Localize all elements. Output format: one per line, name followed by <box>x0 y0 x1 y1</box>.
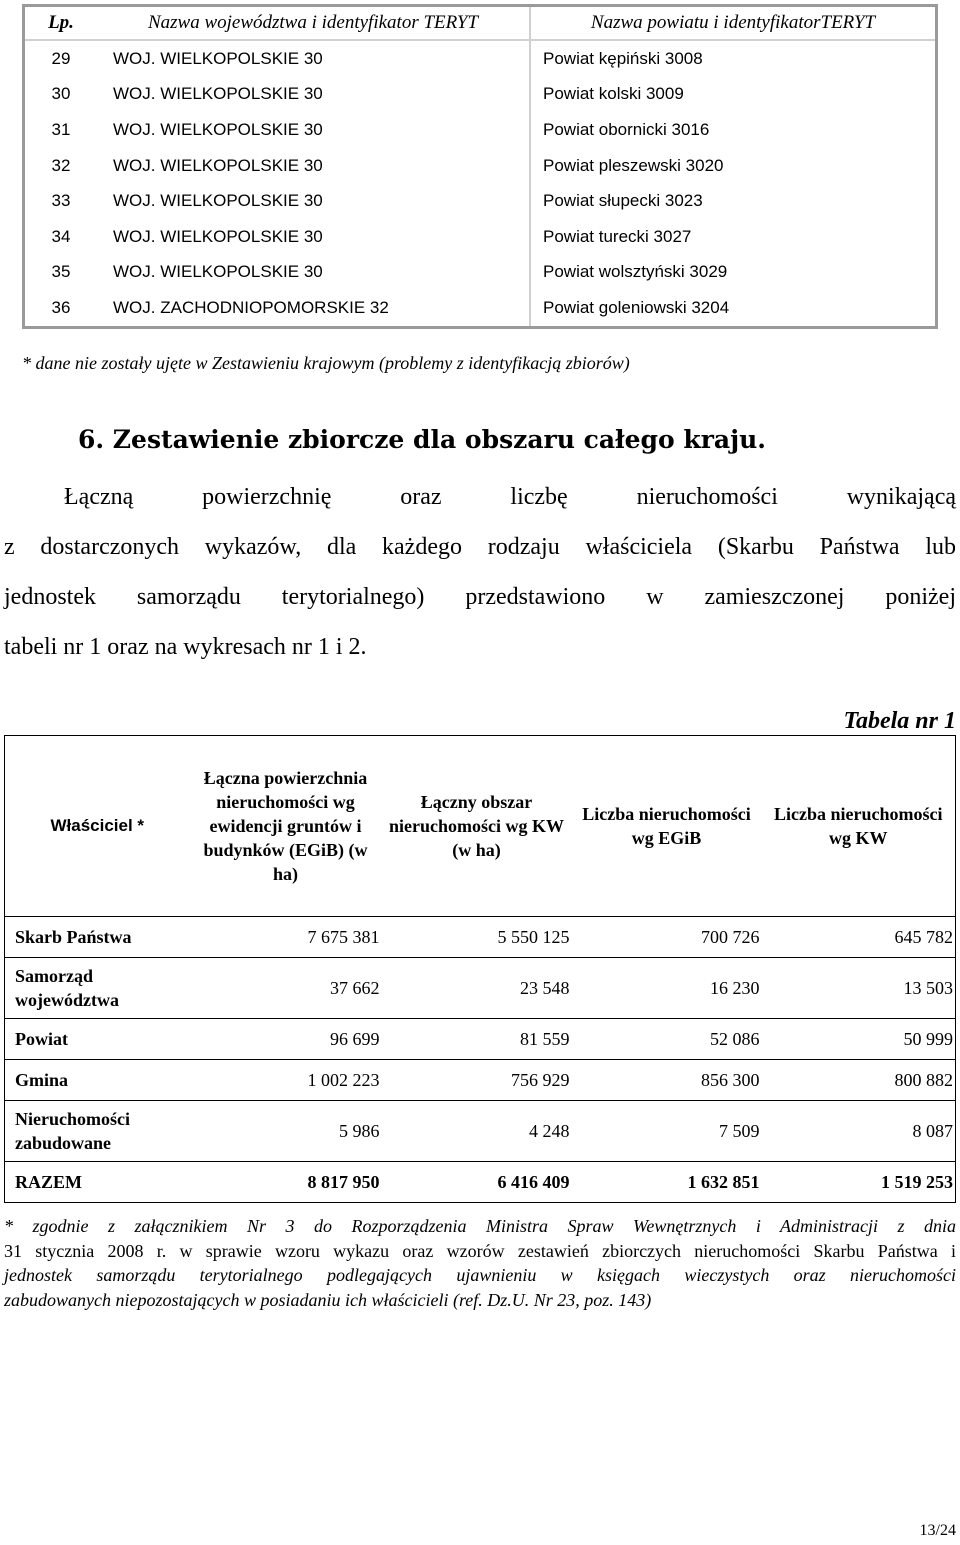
table-row <box>24 112 937 148</box>
total-label: RAZEM <box>5 1162 190 1203</box>
cell-count-kw: 50 999 <box>762 1019 956 1060</box>
missing-data-note: * dane nie zostały ujęte w Zestawieniu krajowym (problemy z identyfikacją zbiorów) <box>22 353 630 373</box>
table-row <box>24 290 937 327</box>
cell-wojewodztwo: WOJ. WIELKOPOLSKIE 30 <box>113 226 323 246</box>
page-number: 13/24 <box>919 1522 956 1539</box>
cell-area-kw: 23 548 <box>382 958 572 1019</box>
powiaty-table-header <box>24 6 937 41</box>
summary-paragraph <box>4 472 956 672</box>
cell-count-kw: 645 782 <box>762 917 956 958</box>
footnote-line: zabudowanych niepozostających w posiadaniu ich właścicieli (ref. Dz.U. Nr 23, poz. 143) <box>4 1289 652 1310</box>
table-row <box>24 183 937 219</box>
header-area-kw: Łączny obszar nieruchomości wg KW (w ha) <box>382 736 572 917</box>
table-row <box>24 255 937 291</box>
table-row <box>5 1019 956 1060</box>
cell-powiat: Powiat kępiński 3008 <box>530 40 937 77</box>
cell-lp: 32 <box>51 155 71 175</box>
paragraph-line: jednostek samorządu terytorialnego) przedstawiono w zamieszczonej poniżej <box>4 584 956 610</box>
cell-count-egib: 7 509 <box>572 1101 762 1162</box>
table-row <box>5 1101 956 1162</box>
cell-area-egib: 7 675 381 <box>190 917 382 958</box>
cell-area-egib: 96 699 <box>190 1019 382 1060</box>
cell-powiat: Powiat pleszewski 3020 <box>530 148 937 184</box>
footnote-line: jednostek samorządu terytorialnego podlegających ujawnieniu w księgach wieczystych oraz nieruchomości <box>4 1265 956 1285</box>
header-count-kw: Liczba nieruchomości wg KW <box>762 736 956 917</box>
cell-wojewodztwo: WOJ. ZACHODNIOPOMORSKIE 32 <box>113 297 389 317</box>
cell-lp: 33 <box>51 191 71 211</box>
footnote-line: 31 stycznia 2008 r. w sprawie wzoru wykazu oraz wzorów zestawień zbiorczych nieruchomości Skarbu Państwa i <box>4 1240 956 1261</box>
total-row <box>5 1162 956 1203</box>
cell-count-egib: 856 300 <box>572 1060 762 1101</box>
regulation-footnote <box>4 1214 956 1312</box>
row-label: Gmina <box>5 1060 190 1101</box>
cell-lp: 30 <box>51 84 71 104</box>
cell-count-egib: 16 230 <box>572 958 762 1019</box>
cell-wojewodztwo: WOJ. WIELKOPOLSKIE 30 <box>113 155 323 175</box>
footnote-line: * zgodnie z załącznikiem Nr 3 do Rozporządzenia Ministra Spraw Wewnętrznych i Administracji z dnia <box>4 1216 956 1236</box>
cell-powiat: Powiat turecki 3027 <box>530 219 937 255</box>
row-label: Powiat <box>5 1019 190 1060</box>
header-powiat: Nazwa powiatu i identyfikatorTERYT <box>530 6 937 41</box>
cell-powiat: Powiat słupecki 3023 <box>530 183 937 219</box>
cell-wojewodztwo: WOJ. WIELKOPOLSKIE 30 <box>113 119 323 139</box>
total-area-egib: 8 817 950 <box>190 1162 382 1203</box>
cell-count-kw: 800 882 <box>762 1060 956 1101</box>
cell-count-egib: 700 726 <box>572 917 762 958</box>
header-area-egib: Łączna powierzchnia nieruchomości wg ewidencji gruntów i budynków (EGiB) (w ha) <box>190 736 382 917</box>
row-label: Skarb Państwa <box>5 917 190 958</box>
table-row <box>5 958 956 1019</box>
cell-lp: 34 <box>51 226 71 246</box>
header-owner: Właściciel * <box>5 736 190 917</box>
total-count-egib: 1 632 851 <box>572 1162 762 1203</box>
header-wojewodztwo: Nazwa województwa i identyfikator TERYT <box>97 6 530 41</box>
table-row <box>5 1060 956 1101</box>
row-label: Samorząd województwa <box>5 958 190 1019</box>
cell-area-kw: 756 929 <box>382 1060 572 1101</box>
total-count-kw: 1 519 253 <box>762 1162 956 1203</box>
cell-wojewodztwo: WOJ. WIELKOPOLSKIE 30 <box>113 48 323 68</box>
cell-count-kw: 13 503 <box>762 958 956 1019</box>
table-row <box>24 148 937 184</box>
table-caption: Tabela nr 1 <box>843 708 956 734</box>
summary-table <box>4 735 956 1203</box>
section-heading: 6. Zestawienie zbiorcze dla obszaru całego kraju. <box>78 425 767 454</box>
header-lp: Lp. <box>24 6 98 41</box>
row-label: Nieruchomości zabudowane <box>5 1101 190 1162</box>
summary-table-header <box>5 736 956 917</box>
cell-lp: 31 <box>51 119 71 139</box>
table-row <box>5 917 956 958</box>
cell-area-egib: 37 662 <box>190 958 382 1019</box>
cell-area-kw: 81 559 <box>382 1019 572 1060</box>
cell-area-kw: 5 550 125 <box>382 917 572 958</box>
total-area-kw: 6 416 409 <box>382 1162 572 1203</box>
cell-powiat: Powiat obornicki 3016 <box>530 112 937 148</box>
paragraph-line: z dostarczonych wykazów, dla każdego rodzaju właściciela (Skarbu Państwa lub <box>4 534 956 560</box>
cell-area-egib: 1 002 223 <box>190 1060 382 1101</box>
cell-wojewodztwo: WOJ. WIELKOPOLSKIE 30 <box>113 262 323 282</box>
table-row <box>24 40 937 77</box>
cell-wojewodztwo: WOJ. WIELKOPOLSKIE 30 <box>113 191 323 211</box>
table-row <box>24 77 937 113</box>
cell-count-kw: 8 087 <box>762 1101 956 1162</box>
cell-powiat: Powiat wolsztyński 3029 <box>530 255 937 291</box>
cell-area-egib: 5 986 <box>190 1101 382 1162</box>
powiaty-table <box>22 4 938 329</box>
cell-count-egib: 52 086 <box>572 1019 762 1060</box>
paragraph-line: Łączną powierzchnię oraz liczbę nieruchomości wynikającą <box>64 484 956 510</box>
cell-lp: 35 <box>51 262 71 282</box>
cell-powiat: Powiat goleniowski 3204 <box>530 290 937 327</box>
cell-wojewodztwo: WOJ. WIELKOPOLSKIE 30 <box>113 84 323 104</box>
cell-lp: 29 <box>51 48 71 68</box>
paragraph-line: tabeli nr 1 oraz na wykresach nr 1 i 2. <box>4 634 367 660</box>
table-row <box>24 219 937 255</box>
header-count-egib: Liczba nieruchomości wg EGiB <box>572 736 762 917</box>
cell-powiat: Powiat kolski 3009 <box>530 77 937 113</box>
cell-lp: 36 <box>51 297 71 317</box>
cell-area-kw: 4 248 <box>382 1101 572 1162</box>
